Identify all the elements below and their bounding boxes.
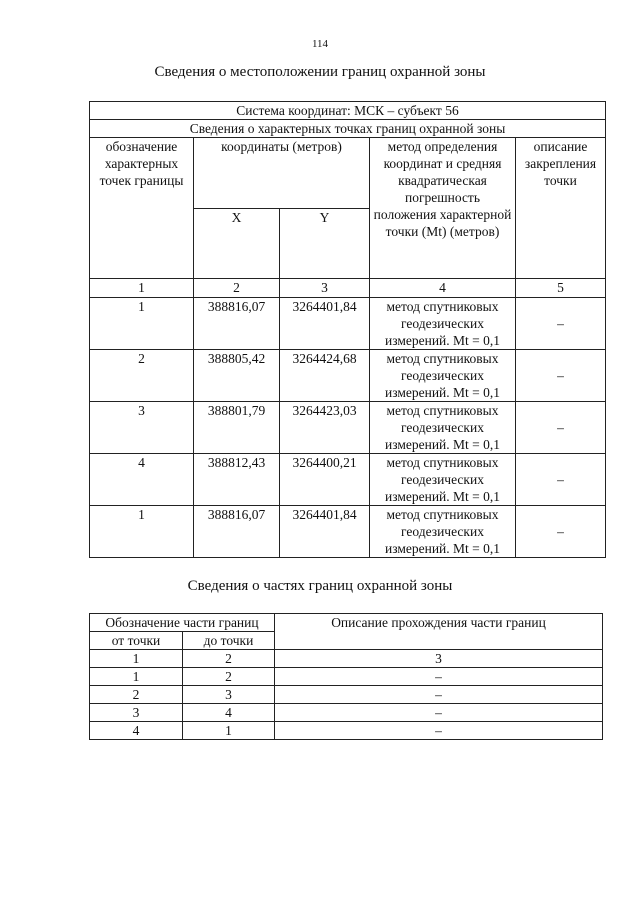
description-text: – (516, 298, 606, 350)
index-cell: 3 (280, 279, 370, 298)
coord-x: 388812,43 (194, 454, 280, 506)
table-row (90, 668, 603, 686)
table-row (90, 402, 606, 454)
point-id: 1 (90, 506, 194, 558)
table-subtitle: Сведения о характерных точках границ охранной зоны (90, 120, 606, 138)
coord-y: 3264401,84 (280, 506, 370, 558)
description-text: – (516, 350, 606, 402)
coord-x: 388805,42 (194, 350, 280, 402)
part-description: – (275, 722, 603, 740)
table-row (90, 704, 603, 722)
table-row (90, 298, 606, 350)
description-text: – (516, 402, 606, 454)
page-number: 114 (311, 38, 329, 50)
coord-y: 3264424,68 (280, 350, 370, 402)
table-row (90, 454, 606, 506)
to-point: 3 (183, 686, 275, 704)
index-cell: 1 (90, 650, 183, 668)
from-point: 2 (90, 686, 183, 704)
point-id: 4 (90, 454, 194, 506)
parts-table (89, 613, 603, 740)
point-id: 2 (90, 350, 194, 402)
coordinate-system: Система координат: МСК – субъект 56 (90, 102, 606, 120)
to-point: 2 (183, 668, 275, 686)
coord-x: 388816,07 (194, 506, 280, 558)
part-description: – (275, 668, 603, 686)
header-y: Y (280, 208, 370, 279)
part-description: – (275, 686, 603, 704)
header-method: метод определения координат и средняя квадратическая погрешность положения характерной точки (Mt) (метров) (370, 138, 516, 279)
header-coordinates: координаты (метров) (194, 138, 370, 209)
index-row (90, 279, 606, 298)
coord-y: 3264423,03 (280, 402, 370, 454)
coord-x: 388816,07 (194, 298, 280, 350)
parts-header-to: до точки (183, 632, 275, 650)
part-description: – (275, 704, 603, 722)
index-cell: 1 (90, 279, 194, 298)
index-cell: 2 (194, 279, 280, 298)
coord-y: 3264400,21 (280, 454, 370, 506)
method-text: метод спутниковых геодезических измерений. Mt = 0,1 (370, 350, 516, 402)
header-description: описание закрепления точки (516, 138, 606, 279)
point-id: 1 (90, 298, 194, 350)
index-cell: 4 (370, 279, 516, 298)
table-row (90, 686, 603, 704)
from-point: 4 (90, 722, 183, 740)
header-designation: обозначение характерных точек границы (90, 138, 194, 279)
section-title-parts: Сведения о частях границ охранной зоны (187, 578, 453, 594)
method-text: метод спутниковых геодезических измерений. Mt = 0,1 (370, 506, 516, 558)
to-point: 4 (183, 704, 275, 722)
parts-header-description: Описание прохождения части границ (275, 614, 603, 650)
table-row (90, 722, 603, 740)
parts-header-designation: Обозначение части границ (90, 614, 275, 632)
point-id: 3 (90, 402, 194, 454)
from-point: 3 (90, 704, 183, 722)
coord-y: 3264401,84 (280, 298, 370, 350)
points-table (89, 101, 606, 558)
header-x: X (194, 208, 280, 279)
table-row (90, 506, 606, 558)
coord-x: 388801,79 (194, 402, 280, 454)
method-text: метод спутниковых геодезических измерений. Mt = 0,1 (370, 298, 516, 350)
index-cell: 2 (183, 650, 275, 668)
method-text: метод спутниковых геодезических измерений. Mt = 0,1 (370, 454, 516, 506)
method-text: метод спутниковых геодезических измерений. Mt = 0,1 (370, 402, 516, 454)
index-row (90, 650, 603, 668)
parts-header-from: от точки (90, 632, 183, 650)
description-text: – (516, 506, 606, 558)
section-title-location: Сведения о местоположении границ охранной зоны (154, 64, 486, 80)
index-cell: 5 (516, 279, 606, 298)
description-text: – (516, 454, 606, 506)
table-row (90, 350, 606, 402)
index-cell: 3 (275, 650, 603, 668)
from-point: 1 (90, 668, 183, 686)
to-point: 1 (183, 722, 275, 740)
